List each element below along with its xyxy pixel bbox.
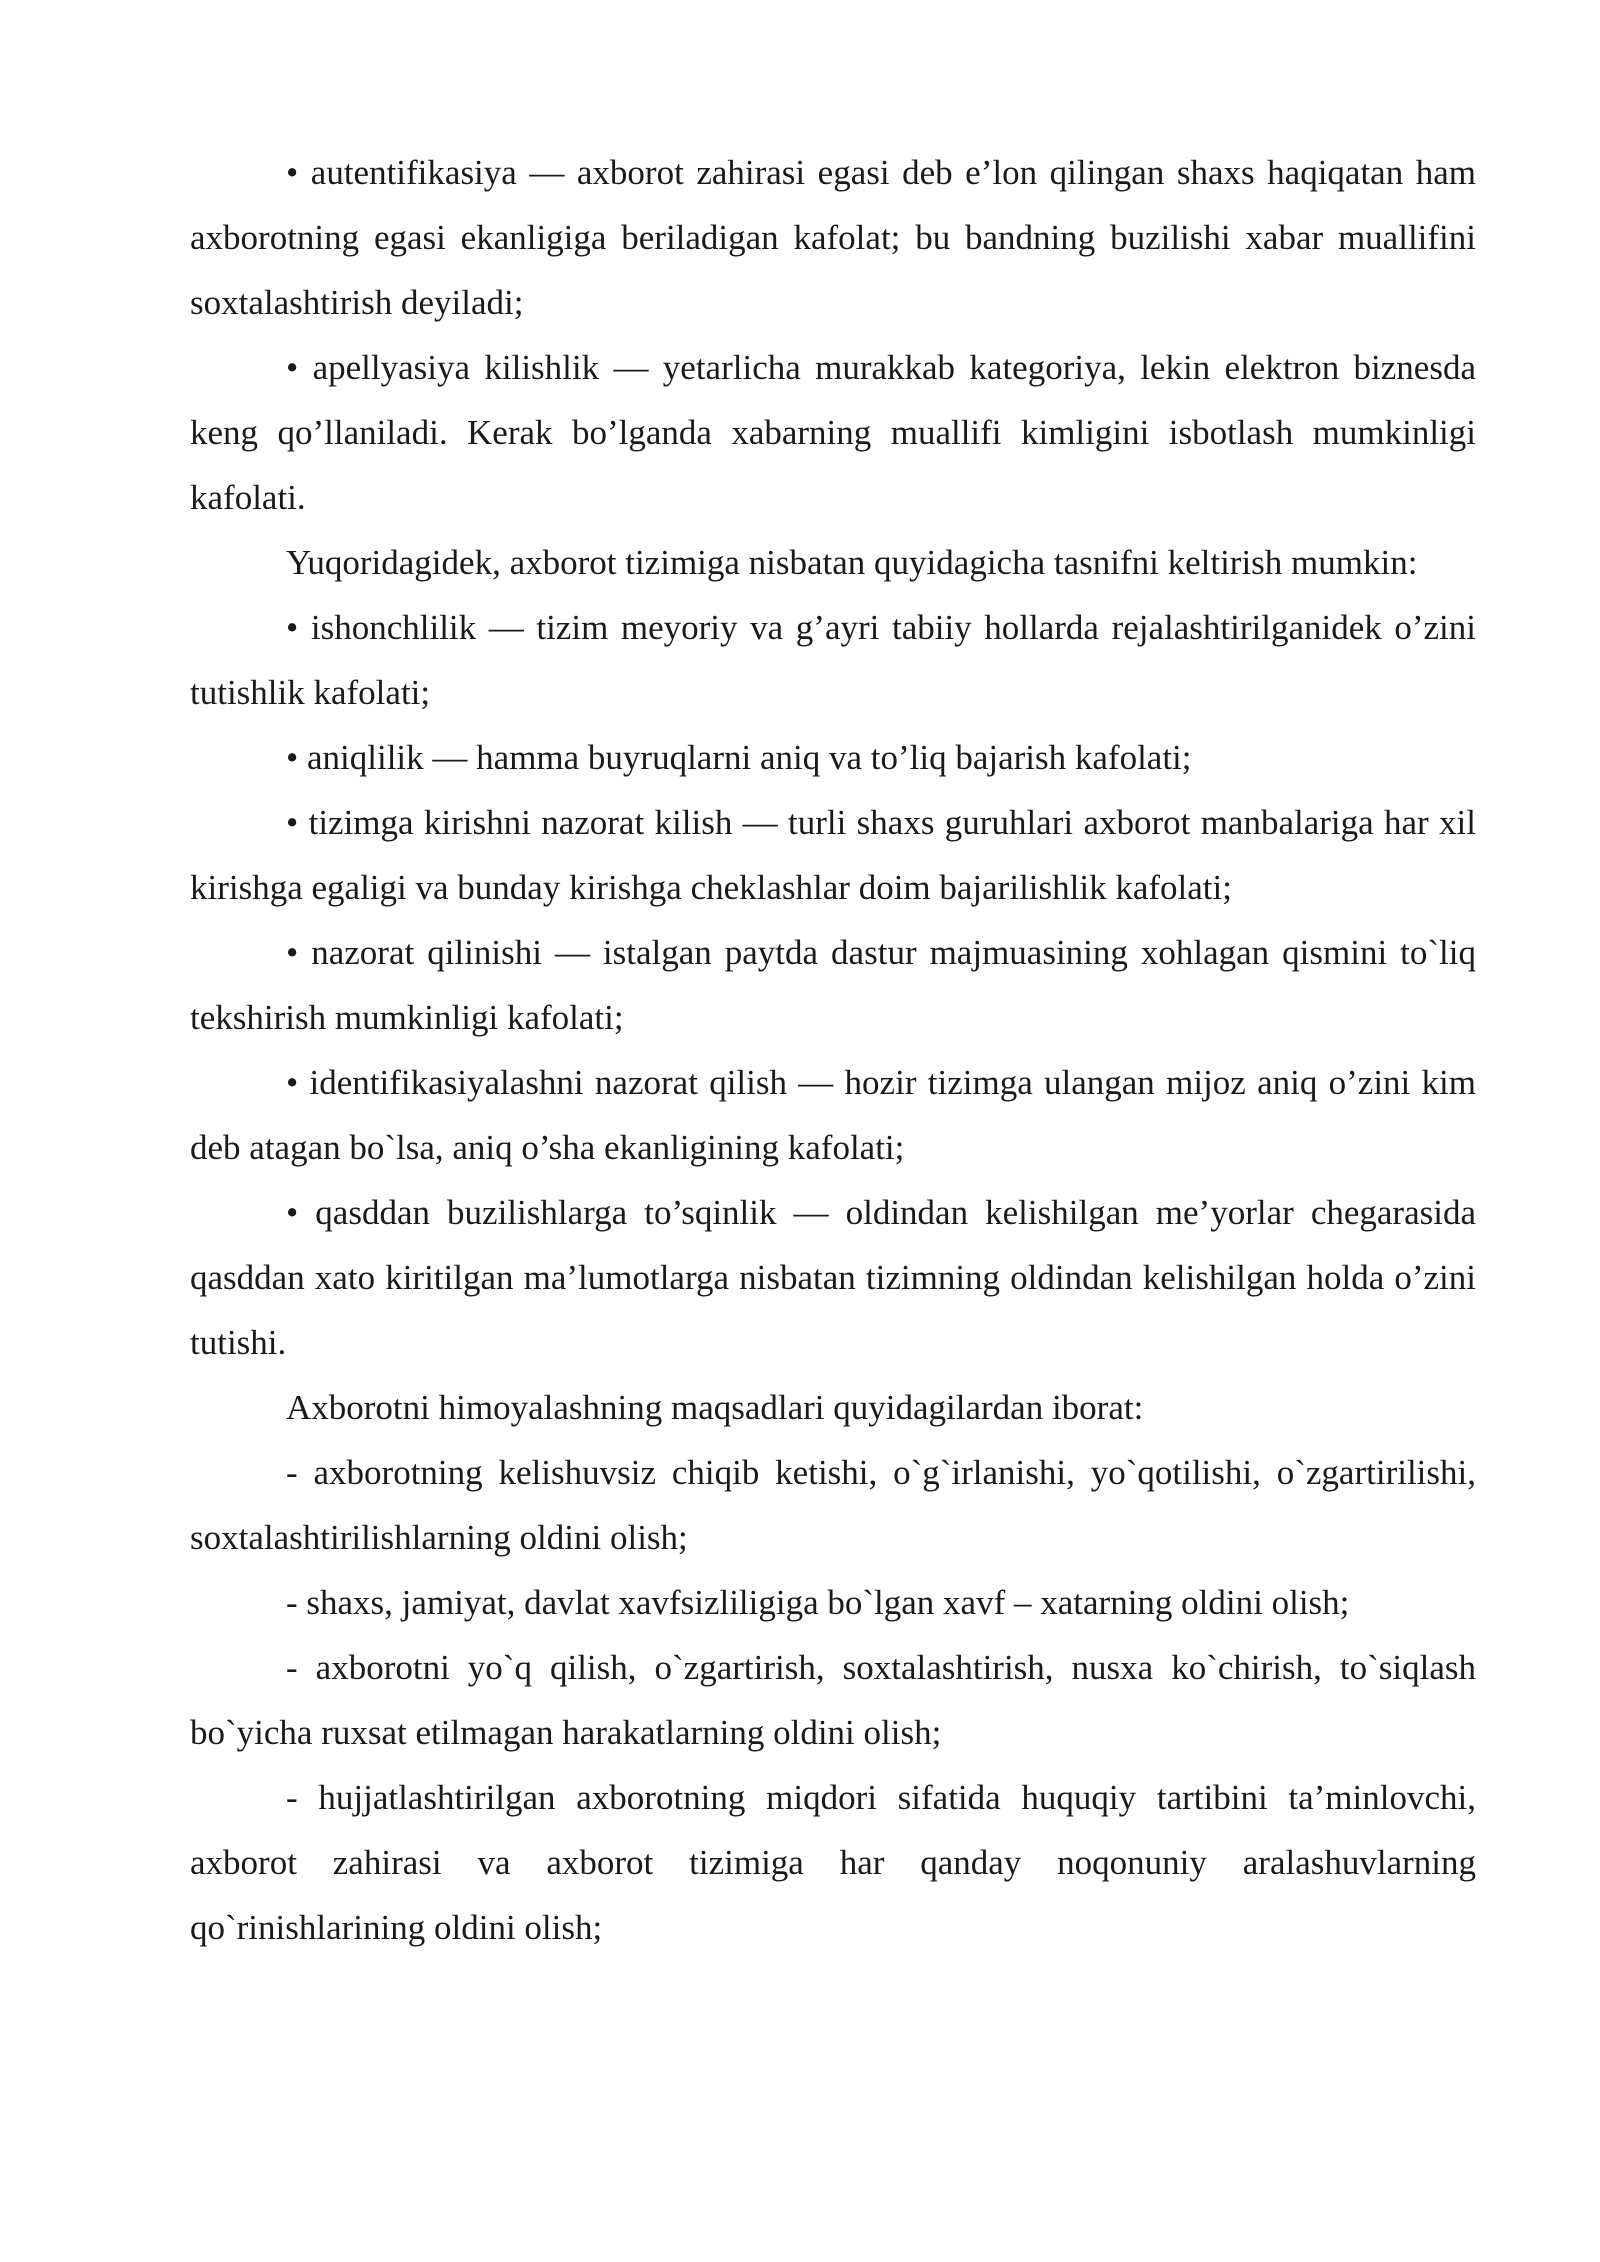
paragraph-maqsad-3: - axborotni yo`q qilish, o`zgartirish, soxtalashtirish, nusxa ko`chirish, to`siqlash bo`yicha ruxsat etilmagan harakatlarning oldini olish; bbox=[190, 1648, 1476, 1752]
paragraph-ishonchlilik: • ishonchlilik — tizim meyoriy va g’ayri tabiiy hollarda rejalashtirilganidek o’zini tutishlik kafolati; bbox=[190, 608, 1476, 712]
paragraph-maqsadlar-intro: Axborotni himoyalashning maqsadlari quyidagilardan iborat: bbox=[286, 1388, 1144, 1427]
paragraph-maqsad-2: - shaxs, jamiyat, davlat xavfsizliligiga bo`lgan xavf – xatarning oldini olish; bbox=[286, 1583, 1350, 1622]
paragraph-qasddan-buzilish: • qasddan buzilishlarga to’sqinlik — oldindan kelishilgan me’yorlar chegarasida qasddan xato kiritilgan ma’lumotlarga nisbatan tizimning oldindan kelishilgan holda o’zini tutishi. bbox=[190, 1193, 1476, 1362]
paragraph-nazorat-qilinishi: • nazorat qilinishi — istalgan paytda dastur majmuasining xohlagan qismini to`liq tekshirish mumkinligi kafolati; bbox=[190, 933, 1476, 1037]
paragraph-identifikasiya-nazorati: • identifikasiyalashni nazorat qilish — hozir tizimga ulangan mijoz aniq o’zini kim deb atagan bo`lsa, aniq o’sha ekanligining kafolati; bbox=[190, 1063, 1476, 1167]
paragraph-kirish-nazorati: • tizimga kirishni nazorat kilish — turli shaxs guruhlari axborot manbalariga har xil kirishga egaligi va bunday kirishga cheklashlar doim bajarilishlik kafolati; bbox=[190, 803, 1476, 907]
paragraph-maqsad-1: - axborotning kelishuvsiz chiqib ketishi, o`g`irlanishi, yo`qotilishi, o`zgartirilishi, soxtalashtirilishlarning oldini olish; bbox=[190, 1453, 1476, 1557]
paragraph-autentifikasiya: • autentifikasiya — axborot zahirasi egasi deb e’lon qilingan shaxs haqiqatan ham axborotning egasi ekanligiga beriladigan kafolat; bu bandning buzilishi xabar muallifini soxtalashtirish deyiladi; bbox=[190, 153, 1476, 322]
paragraph-apellyasiya: • apellyasiya kilishlik — yetarlicha murakkab kategoriya, lekin elektron biznesda keng qo’llaniladi. Kerak bo’lganda xabarning muallifi kimligini isbotlash mumkinligi kafolati. bbox=[190, 348, 1476, 517]
paragraph-tasnif-intro: Yuqoridagidek, axborot tizimiga nisbatan quyidagicha tasnifni keltirish mumkin: bbox=[286, 543, 1418, 582]
paragraph-aniqlilik: • aniqlilik — hamma buyruqlarni aniq va to’liq bajarish kafolati; bbox=[286, 738, 1192, 777]
document-body bbox=[190, 140, 1476, 1960]
paragraph-maqsad-4: - hujjatlashtirilgan axborotning miqdori sifatida huquqiy tartibini ta’minlovchi, axborot zahirasi va axborot tizimiga har qanday noqonuniy aralashuvlarning qo`rinishlarining oldini olish; bbox=[190, 1778, 1476, 1947]
